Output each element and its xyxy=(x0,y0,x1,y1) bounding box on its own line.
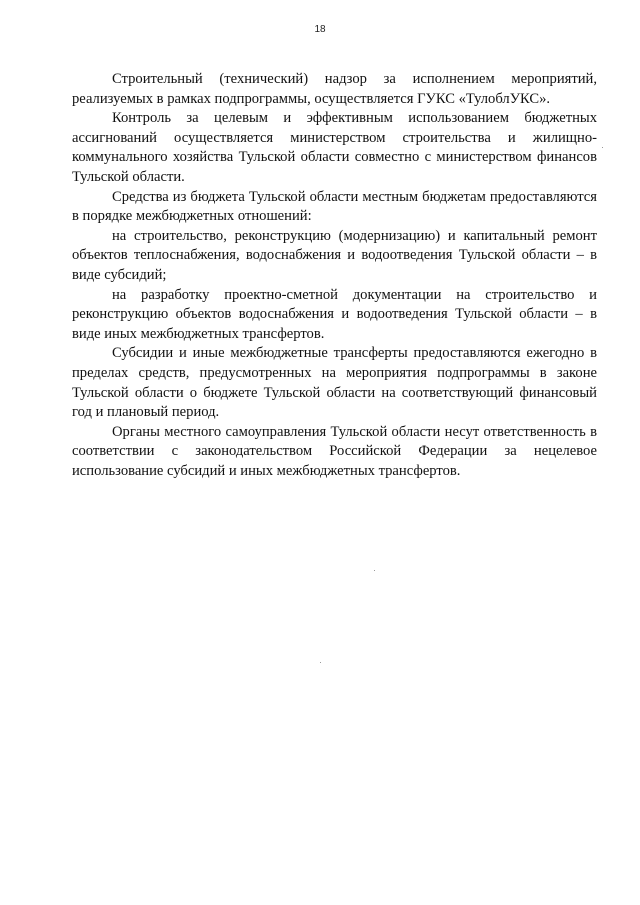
paragraph-responsibility: Органы местного самоуправления Тульской области несут ответственность в соответствии с законодательством Российской Федерации за нецелевое использование субсидий и иных межбюджетных трансфертов. xyxy=(72,423,597,479)
paragraph-design-documentation: на разработку проектно-сметной документации на строительство и реконструкцию объектов водоснабжения и водоотведения Тульской области – в виде иных межбюджетных трансфертов. xyxy=(72,286,597,342)
paragraph-budget-funds: Средства из бюджета Тульской области местным бюджетам предоставляются в порядке межбюджетных отношений: xyxy=(72,188,597,225)
paragraph-subsidies-construction: на строительство, реконструкцию (модернизацию) и капитальный ремонт объектов теплоснабжения, водоснабжения и водоотведения Тульской области – в виде субсидий; xyxy=(72,227,597,283)
scan-speck xyxy=(602,147,603,148)
scan-speck xyxy=(320,662,321,663)
page-number: 18 xyxy=(314,24,326,35)
scan-speck xyxy=(374,570,375,571)
paragraph-annual-provision: Субсидии и иные межбюджетные трансферты предоставляются ежегодно в пределах средств, предусмотренных на мероприятия подпрограммы в законе Тульской области о бюджете Тульской области на соответствующий финансовый год и плановый период. xyxy=(72,345,597,421)
paragraph-budget-control: Контроль за целевым и эффективным использованием бюджетных ассигнований осуществляется министерством строительства и жилищно-коммунального хозяйства Тульской области совместно с министерством финансов Тульской области. xyxy=(72,110,597,185)
paragraph-construction-supervision: Строительный (технический) надзор за исполнением мероприятий, реализуемых в рамках подпрограммы, осуществляется ГУКС «ТулоблУКС». xyxy=(72,71,597,107)
document-body xyxy=(72,70,597,481)
